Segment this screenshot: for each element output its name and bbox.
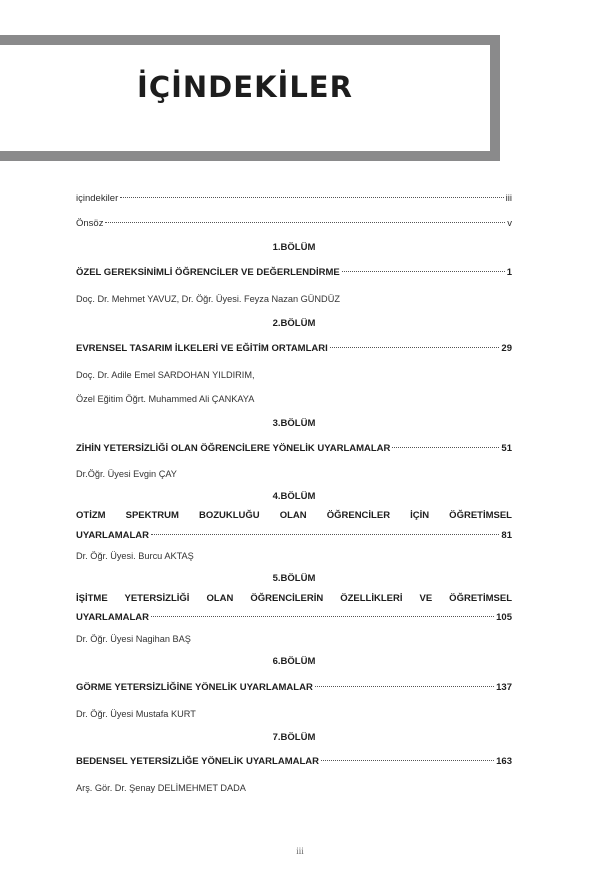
toc-entry-label: EVRENSEL TASARIM İLKELERİ VE EĞİTİM ORTAMLARI	[76, 343, 328, 354]
chapter-author: Dr.Öğr. Üyesi Evgin ÇAY	[76, 469, 177, 479]
dot-leader	[120, 197, 503, 198]
dot-leader	[321, 760, 494, 761]
toc-entry-label: ÖZEL GEREKSİNİMLİ ÖĞRENCİLER VE DEĞERLENDİRME	[76, 267, 340, 278]
dot-leader	[392, 447, 499, 448]
toc-entry-page: 163	[496, 756, 512, 767]
dot-leader	[151, 616, 494, 617]
toc-entry-page: v	[507, 218, 512, 229]
toc-entry-chapter-2[interactable]	[76, 343, 512, 355]
chapter-author: Dr. Öğr. Üyesi Mustafa KURT	[76, 709, 196, 719]
dot-leader	[330, 347, 500, 348]
chapter-author: Arş. Gör. Dr. Şenay DELİMEHMET DADA	[76, 783, 246, 793]
toc-entry-onsoz[interactable]	[76, 218, 512, 230]
chapter-author: Doç. Dr. Mehmet YAVUZ, Dr. Öğr. Üyesi. Feyza Nazan GÜNDÜZ	[76, 294, 340, 304]
chapter-author: Özel Eğitim Öğrt. Muhammed Ali ÇANKAYA	[76, 394, 255, 404]
toc-entry-label: Önsöz	[76, 218, 104, 229]
toc-entry-chapter-5[interactable]	[76, 612, 512, 624]
toc-entry-chapter-4[interactable]	[76, 530, 512, 542]
chapter-heading-4: 4.BÖLÜM	[272, 491, 316, 502]
title-frame-gap	[0, 15, 8, 35]
dot-leader	[315, 686, 494, 687]
chapter-author: Dr. Öğr. Üyesi. Burcu AKTAŞ	[76, 551, 194, 561]
toc-entry-label: UYARLAMALAR	[76, 612, 150, 623]
toc-entry-label: içindekiler	[76, 193, 119, 204]
toc-entry-chapter-3[interactable]	[76, 443, 512, 455]
page-number: iii	[296, 846, 304, 856]
toc-entry-chapter-4-title[interactable]: OTİZM SPEKTRUM BOZUKLUĞU OLAN ÖĞRENCİLER İÇİN ÖĞRETİMSEL	[76, 510, 512, 521]
toc-entry-chapter-5-title[interactable]: İŞİTME YETERSİZLİĞİ OLAN ÖĞRENCİLERİN ÖZELLİKLERİ VE ÖĞRETİMSEL	[76, 593, 512, 604]
toc-entry-label: BEDENSEL YETERSİZLİĞE YÖNELİK UYARLAMALAR	[76, 756, 319, 767]
toc-entry-label: UYARLAMALAR	[76, 530, 150, 541]
dot-leader	[151, 534, 499, 535]
toc-entry-page: 29	[501, 343, 512, 354]
page-title: İÇİNDEKİLER	[137, 70, 353, 104]
toc-entry-page: iii	[505, 193, 512, 204]
toc-entry-chapter-7[interactable]	[76, 756, 512, 768]
chapter-heading-6: 6.BÖLÜM	[272, 656, 316, 667]
toc-entry-page: 51	[501, 443, 512, 454]
toc-entry-page: 105	[496, 612, 512, 623]
toc-entry-page: 137	[496, 682, 512, 693]
toc-entry-page: 81	[501, 530, 512, 541]
chapter-heading-5: 5.BÖLÜM	[272, 573, 316, 584]
dot-leader	[342, 271, 505, 272]
toc-entry-icindekiler[interactable]	[76, 193, 512, 205]
toc-entry-chapter-6[interactable]	[76, 682, 512, 694]
chapter-heading-3: 3.BÖLÜM	[272, 418, 316, 429]
chapter-heading-7: 7.BÖLÜM	[272, 732, 316, 743]
chapter-heading-1: 1.BÖLÜM	[272, 242, 316, 253]
dot-leader	[105, 222, 505, 223]
toc-entry-page: 1	[506, 267, 512, 278]
toc-entry-label: GÖRME YETERSİZLİĞİNE YÖNELİK UYARLAMALAR	[76, 682, 313, 693]
chapter-heading-2: 2.BÖLÜM	[272, 318, 316, 329]
chapter-author: Doç. Dr. Adile Emel SARDOHAN YILDIRIM,	[76, 370, 255, 380]
toc-entry-label: ZİHİN YETERSİZLİĞİ OLAN ÖĞRENCİLERE YÖNELİK UYARLAMALAR	[76, 443, 391, 454]
chapter-author: Dr. Öğr. Üyesi Nagihan BAŞ	[76, 634, 191, 644]
toc-entry-chapter-1[interactable]	[76, 267, 512, 279]
